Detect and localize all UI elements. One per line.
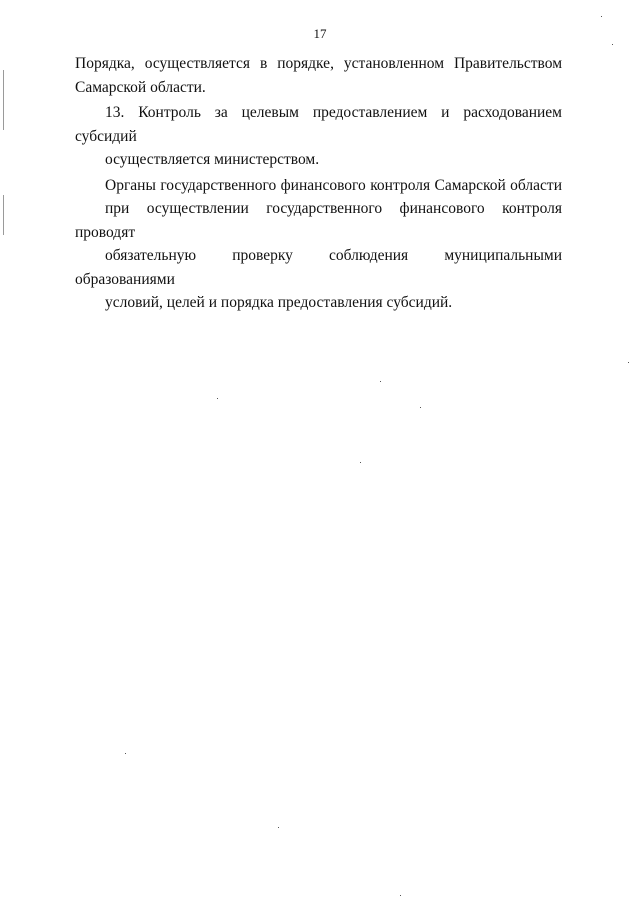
scan-edge-mark [3,195,4,235]
scan-speck [278,827,279,828]
scan-edge-mark [3,70,4,130]
scan-speck [628,362,629,363]
scan-speck [125,753,126,754]
paragraph-continuation [75,52,562,99]
text-line: при осуществлении государственного финансового контроля проводят [75,200,562,241]
document-body [75,52,562,315]
paragraph-financial-control [75,174,562,315]
scan-speck [612,44,613,45]
text-line: 13. Контроль за целевым предоставлением и расходованием субсидий [75,104,562,145]
text-line: обязательную проверку соблюдения муниципальными образованиями [75,247,562,288]
text-line: Органы государственного финансового контроля Самарской области [105,176,562,194]
scan-speck [601,16,602,17]
paragraph-item-13 [75,101,562,172]
text-line: осуществляется министерством. [105,151,320,168]
page-number: 17 [313,26,327,41]
text-line: Самарской области. [75,78,206,96]
text-line: Порядка, осуществляется в порядке, установленном Правительством [75,55,562,72]
scan-speck [360,462,361,463]
scan-speck [420,407,421,408]
scan-speck [217,398,218,399]
scan-speck [380,381,381,382]
scan-speck [400,895,401,896]
text-line: условий, целей и порядка предоставления субсидий. [105,294,453,311]
